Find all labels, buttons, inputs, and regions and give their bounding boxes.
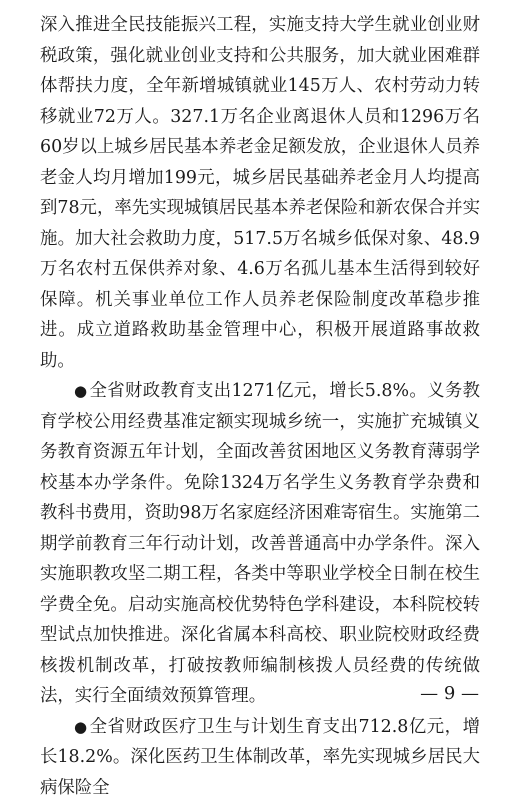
paragraph-healthcare bbox=[40, 712, 480, 803]
body-text bbox=[40, 10, 480, 803]
paragraph-education bbox=[40, 376, 480, 712]
page-number: — 9 — bbox=[420, 682, 479, 706]
paragraph-employment-pension bbox=[40, 10, 480, 376]
paragraph-text: 深入推进全民技能振兴工程，实施支持大学生就业创业财税政策，强化就业创业支持和公共服务，加大就业困难群体帮扶力度，全年新增城镇就业145万人、农村劳动力转移就业72万人。327.1万名企业离退休人员和1296万名60岁以上城乡居民基本养老金足额发放，企业退休人员养老金人均月增加199元，城乡居民基础养老金月人均提高到78元，率先实现城镇居民基本养老保险和新农保合并实施。加大社会救助力度，517.5万名城乡低保对象、48.9万名农村五保供养对象、4.6万名孤儿基本生活得到较好保障。机关事业单位工作人员养老保险制度改革稳步推进。成立道路救助基金管理中心，积极开展道路事故救助。 bbox=[40, 15, 480, 371]
bullet-icon: ● bbox=[74, 712, 87, 743]
bullet-icon: ● bbox=[74, 376, 87, 407]
paragraph-text: 全省财政教育支出1271亿元，增长5.8%。义务教育学校公用经费基准定额实现城乡统一，实施扩充城镇义务教育资源五年计划，全面改善贫困地区义务教育薄弱学校基本办学条件。免除1324万名学生义务教育学杂费和教科书费用，资助98万名家庭经济困难寄宿生。实施第二期学前教育三年行动计划，改善普通高中办学条件。深入实施职教攻坚二期工程，各类中等职业学校全日制在校生学费全免。启动实施高校优势特色学科建设，本科院校转型试点加快推进。深化省属本科高校、职业院校财政经费核拨机制改革，打破按教师编制核拨人员经费的传统做法，实行全面绩效预算管理。 bbox=[40, 381, 480, 706]
paragraph-text: 全省财政医疗卫生与计划生育支出712.8亿元，增长18.2%。深化医药卫生体制改革，率先实现城乡居民大病保险全 bbox=[40, 717, 480, 798]
